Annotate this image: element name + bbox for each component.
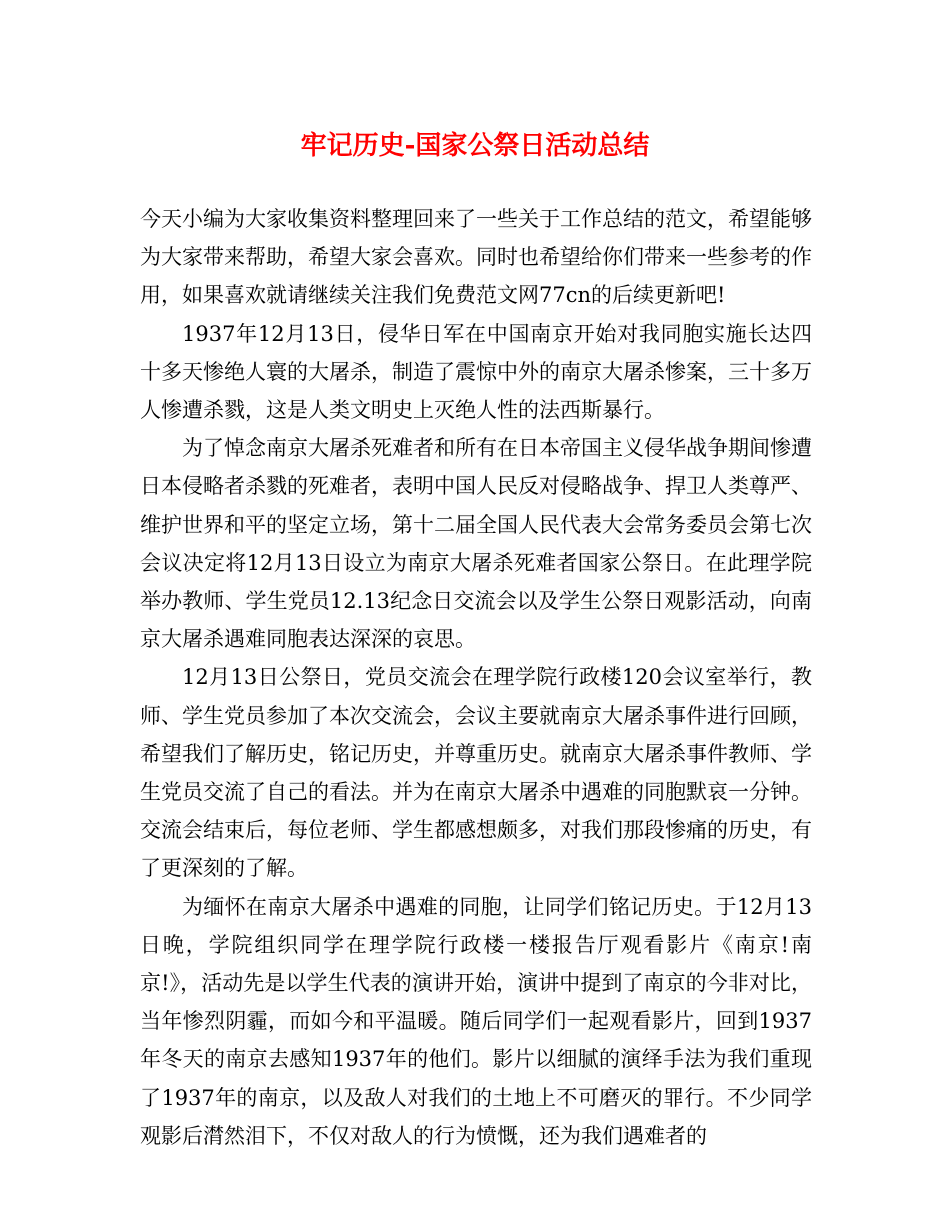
body-paragraph: 为了悼念南京大屠杀死难者和所有在日本帝国主义侵华战争期间惨遭日本侵略者杀戮的死难者，表明中国人民反对侵略战争、捍卫人类尊严、维护世界和平的坚定立场，第十二届全国人民代表大会常务委员会第七次会议决定将12月13日设立为南京大屠杀死难者国家公祭日。在此理学院举办教师、学生党员12.13纪念日交流会以及学生公祭日观影活动，向南京大屠杀遇难同胞表达深深的哀思。	[140, 436, 812, 652]
intro-paragraph: 今天小编为大家收集资料整理回来了一些关于工作总结的范文，希望能够为大家带来帮助，希望大家会喜欢。同时也希望给你们带来一些参考的作用，如果喜欢就请继续关注我们免费范文网77cn的后续更新吧!	[140, 207, 812, 308]
body-paragraph: 12月13日公祭日，党员交流会在理学院行政楼120会议室举行，教师、学生党员参加了本次交流会，会议主要就南京大屠杀事件进行回顾，希望我们了解历史，铭记历史，并尊重历史。就南京大屠杀事件教师、学生党员交流了自己的看法。并为在南京大屠杀中遇难的同胞默哀一分钟。交流会结束后，每位老师、学生都感想颇多，对我们那段惨痛的历史，有了更深刻的了解。	[140, 665, 812, 881]
document-body	[140, 200, 812, 1155]
body-paragraph: 1937年12月13日，侵华日军在中国南京开始对我同胞实施长达四十多天惨绝人寰的大屠杀，制造了震惊中外的南京大屠杀惨案，三十多万人惨遭杀戮，这是人类文明史上灭绝人性的法西斯暴行。	[140, 321, 812, 423]
body-paragraph: 为缅怀在南京大屠杀中遇难的同胞，让同学们铭记历史。于12月13日晚，学院组织同学在理学院行政楼一楼报告厅观看影片《南京!南京!》，活动先是以学生代表的演讲开始，演讲中提到了南京的今非对比，当年惨烈阴霾，而如今和平温暖。随后同学们一起观看影片，回到1937年冬天的南京去感知1937年的他们。影片以细腻的演绎手法为我们重现了1937年的南京，以及敌人对我们的土地上不可磨灭的罪行。不少同学观影后潸然泪下，不仅对敌人的行为愤慨，还为我们遇难者的	[140, 894, 812, 1148]
document-title: 牢记历史-国家公祭日活动总结	[300, 131, 650, 161]
